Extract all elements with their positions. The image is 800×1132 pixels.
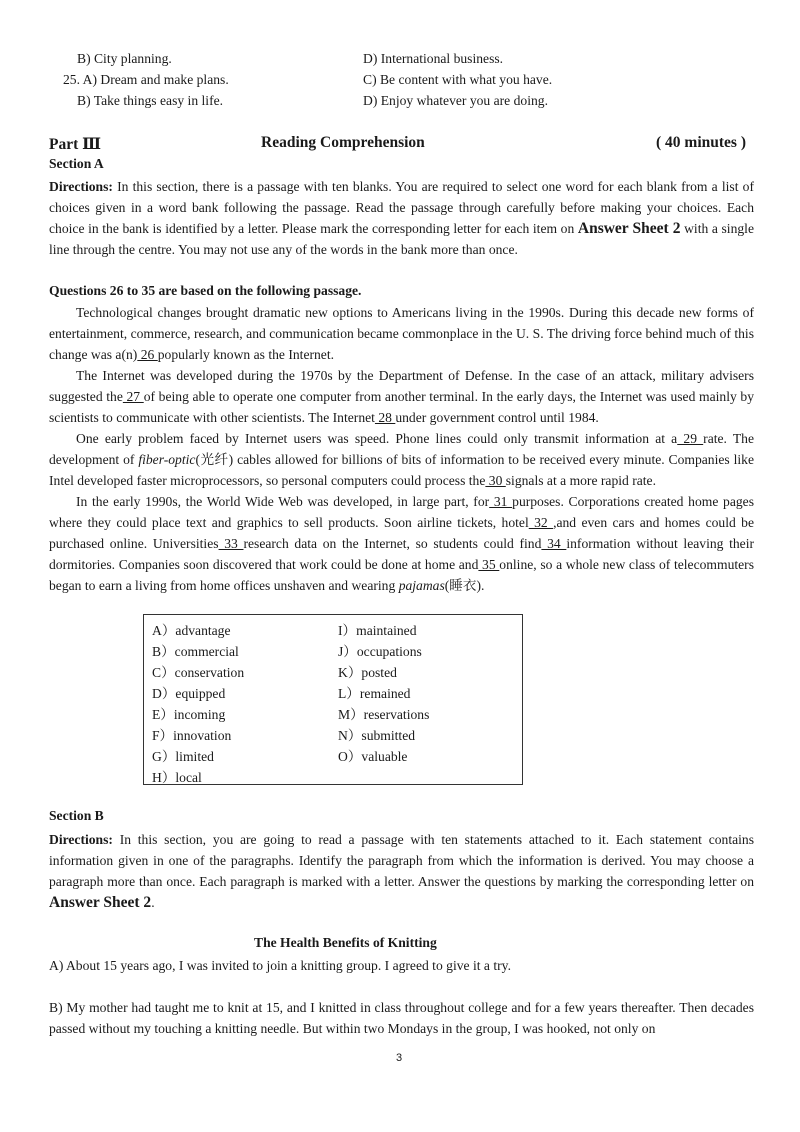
directions-label: Directions:	[49, 179, 113, 194]
blank-35: 35	[478, 557, 500, 572]
answer-sheet-label: Answer Sheet 2	[577, 220, 681, 237]
part-title: Reading Comprehension	[261, 134, 425, 151]
word-bank-item: E）incoming	[152, 707, 226, 722]
passage-title: The Health Benefits of Knitting	[254, 935, 437, 950]
section-b-heading: Section B	[49, 808, 104, 823]
word-bank-item: H）local	[152, 770, 202, 785]
q25-option-a: 25. A) Dream and make plans.	[63, 72, 229, 87]
word-bank-item: O）valuable	[338, 749, 408, 764]
directions-text: In this section, you are going to read a passage with ten statements attached to it. Each statement contains information given in one of the paragraphs. Identify the paragraph from which the information is derived. You may choose a paragraph more than once. Each paragraph is marked with a letter. Answer the questions by marking the corresponding letter on	[49, 832, 754, 889]
word-bank	[143, 614, 523, 785]
word-bank-item: J）occupations	[338, 644, 422, 659]
blank-26: 26	[137, 347, 158, 362]
page-number: 3	[396, 1052, 403, 1064]
blank-28: 28	[374, 410, 396, 425]
directions-label: Directions:	[49, 832, 113, 847]
word-bank-item: B）commercial	[152, 644, 239, 659]
q25-option-c: C) Be content with what you have.	[363, 72, 553, 87]
blank-34: 34	[541, 536, 567, 551]
passage-paragraph-4: In the early 1990s, the World Wide Web was developed, in large part, for 31 purposes. Corporations created home pages where they could place text and graphics to sell products. Soon airline tickets, hotel 32 ,and even cars and homes could be purchased online. Universities 33 research data on the Internet, so students could find 34 information without leaving their dormitories. Companies soon discovered that work could be done at home and 35 online, so a whole new class of telecommuters began to earn a living from home offices unshaven and wearing pajamas(睡衣).	[49, 494, 755, 593]
blank-32: 32	[528, 515, 554, 530]
section-a-heading: Section A	[49, 156, 104, 171]
passage-paragraph-b: B) My mother had taught me to knit at 15, and I knitted in class throughout college and for a few years thereafter. Then decades passed without my touching a knitting needle. But within two Mondays in the group, I was hooked, not only on	[49, 1000, 754, 1036]
passage-paragraph-1: Technological changes brought dramatic new options to Americans living in the 1990s. During this decade new forms of entertainment, commerce, research, and communication became commonplace in the U. S. The driving force behind much of this change was a(n) 26 popularly known as the Internet.	[49, 305, 754, 362]
answer-sheet-label: Answer Sheet 2	[49, 894, 152, 911]
questions-heading: Questions 26 to 35 are based on the following passage.	[49, 283, 362, 298]
q25-option-d: D) Enjoy whatever you are doing.	[363, 93, 548, 108]
word-bank-item: M）reservations	[338, 707, 430, 722]
directions-text: In this section, there is a passage with ten blanks. You are required to select one word for each blank from a list of choices given in a word bank following the passage. Read the passage through carefully before making your choices. Each choice in the bank is identified by a letter. Please mark the corresponding letter for each item on	[49, 179, 754, 236]
word-bank-item: F）innovation	[152, 728, 232, 743]
section-b-directions: Directions: In this section, you are going to read a passage with ten statements attached to it. Each statement contains information given in one of the paragraphs. Identify the paragraph from which the information is derived. You may choose a paragraph more than once. Each paragraph is marked with a letter. Answer the questions by marking the corresponding letter on Answer Sheet 2.	[49, 832, 754, 911]
word-bank-item: C）conservation	[152, 665, 245, 680]
word-bank-item: L）remained	[338, 686, 411, 701]
passage-paragraph-2: The Internet was developed during the 1970s by the Department of Defense. In the case of an attack, military advisers suggested the 27 of being able to operate one computer from another terminal. In the early days, the Internet was used mainly by scientists to communicate with other scientists. The Internet 28 under government control until 1984.	[49, 368, 754, 425]
blank-33: 33	[218, 536, 244, 551]
word-bank-item: A）advantage	[152, 623, 231, 638]
blank-29: 29	[677, 431, 704, 446]
q25-option-b: B) Take things easy in life.	[77, 93, 224, 108]
passage-paragraph-3: One early problem faced by Internet users was speed. Phone lines could only transmit information at a 29 rate. The development of fiber-optic(光纤) cables allowed for billions of bits of information to be received every minute. Companies like Intel developed faster microprocessors, so personal computers could process the 30 signals at a more rapid rate.	[49, 431, 755, 488]
part-time: ( 40 minutes )	[656, 134, 746, 151]
word-bank-item: I）maintained	[338, 623, 417, 638]
blank-31: 31	[489, 494, 513, 509]
word-bank-item: N）submitted	[338, 728, 416, 743]
part-label: Part Ⅲ	[49, 136, 102, 153]
section-a-directions	[49, 176, 754, 260]
q24-option-d: D) International business.	[363, 51, 504, 66]
passage-paragraph-a: A) About 15 years ago, I was invited to join a knitting group. I agreed to give it a try.	[49, 958, 511, 973]
word-bank-item: G）limited	[152, 749, 214, 764]
blank-27: 27	[122, 389, 144, 404]
q24-option-b: B) City planning.	[77, 51, 172, 66]
word-bank-item: K）posted	[338, 665, 397, 680]
directions-text-end: with a single line through the centre. You may not use any of the words in the bank more than once.	[49, 221, 754, 257]
blank-30: 30	[485, 473, 506, 488]
word-bank-item: D）equipped	[152, 686, 226, 701]
